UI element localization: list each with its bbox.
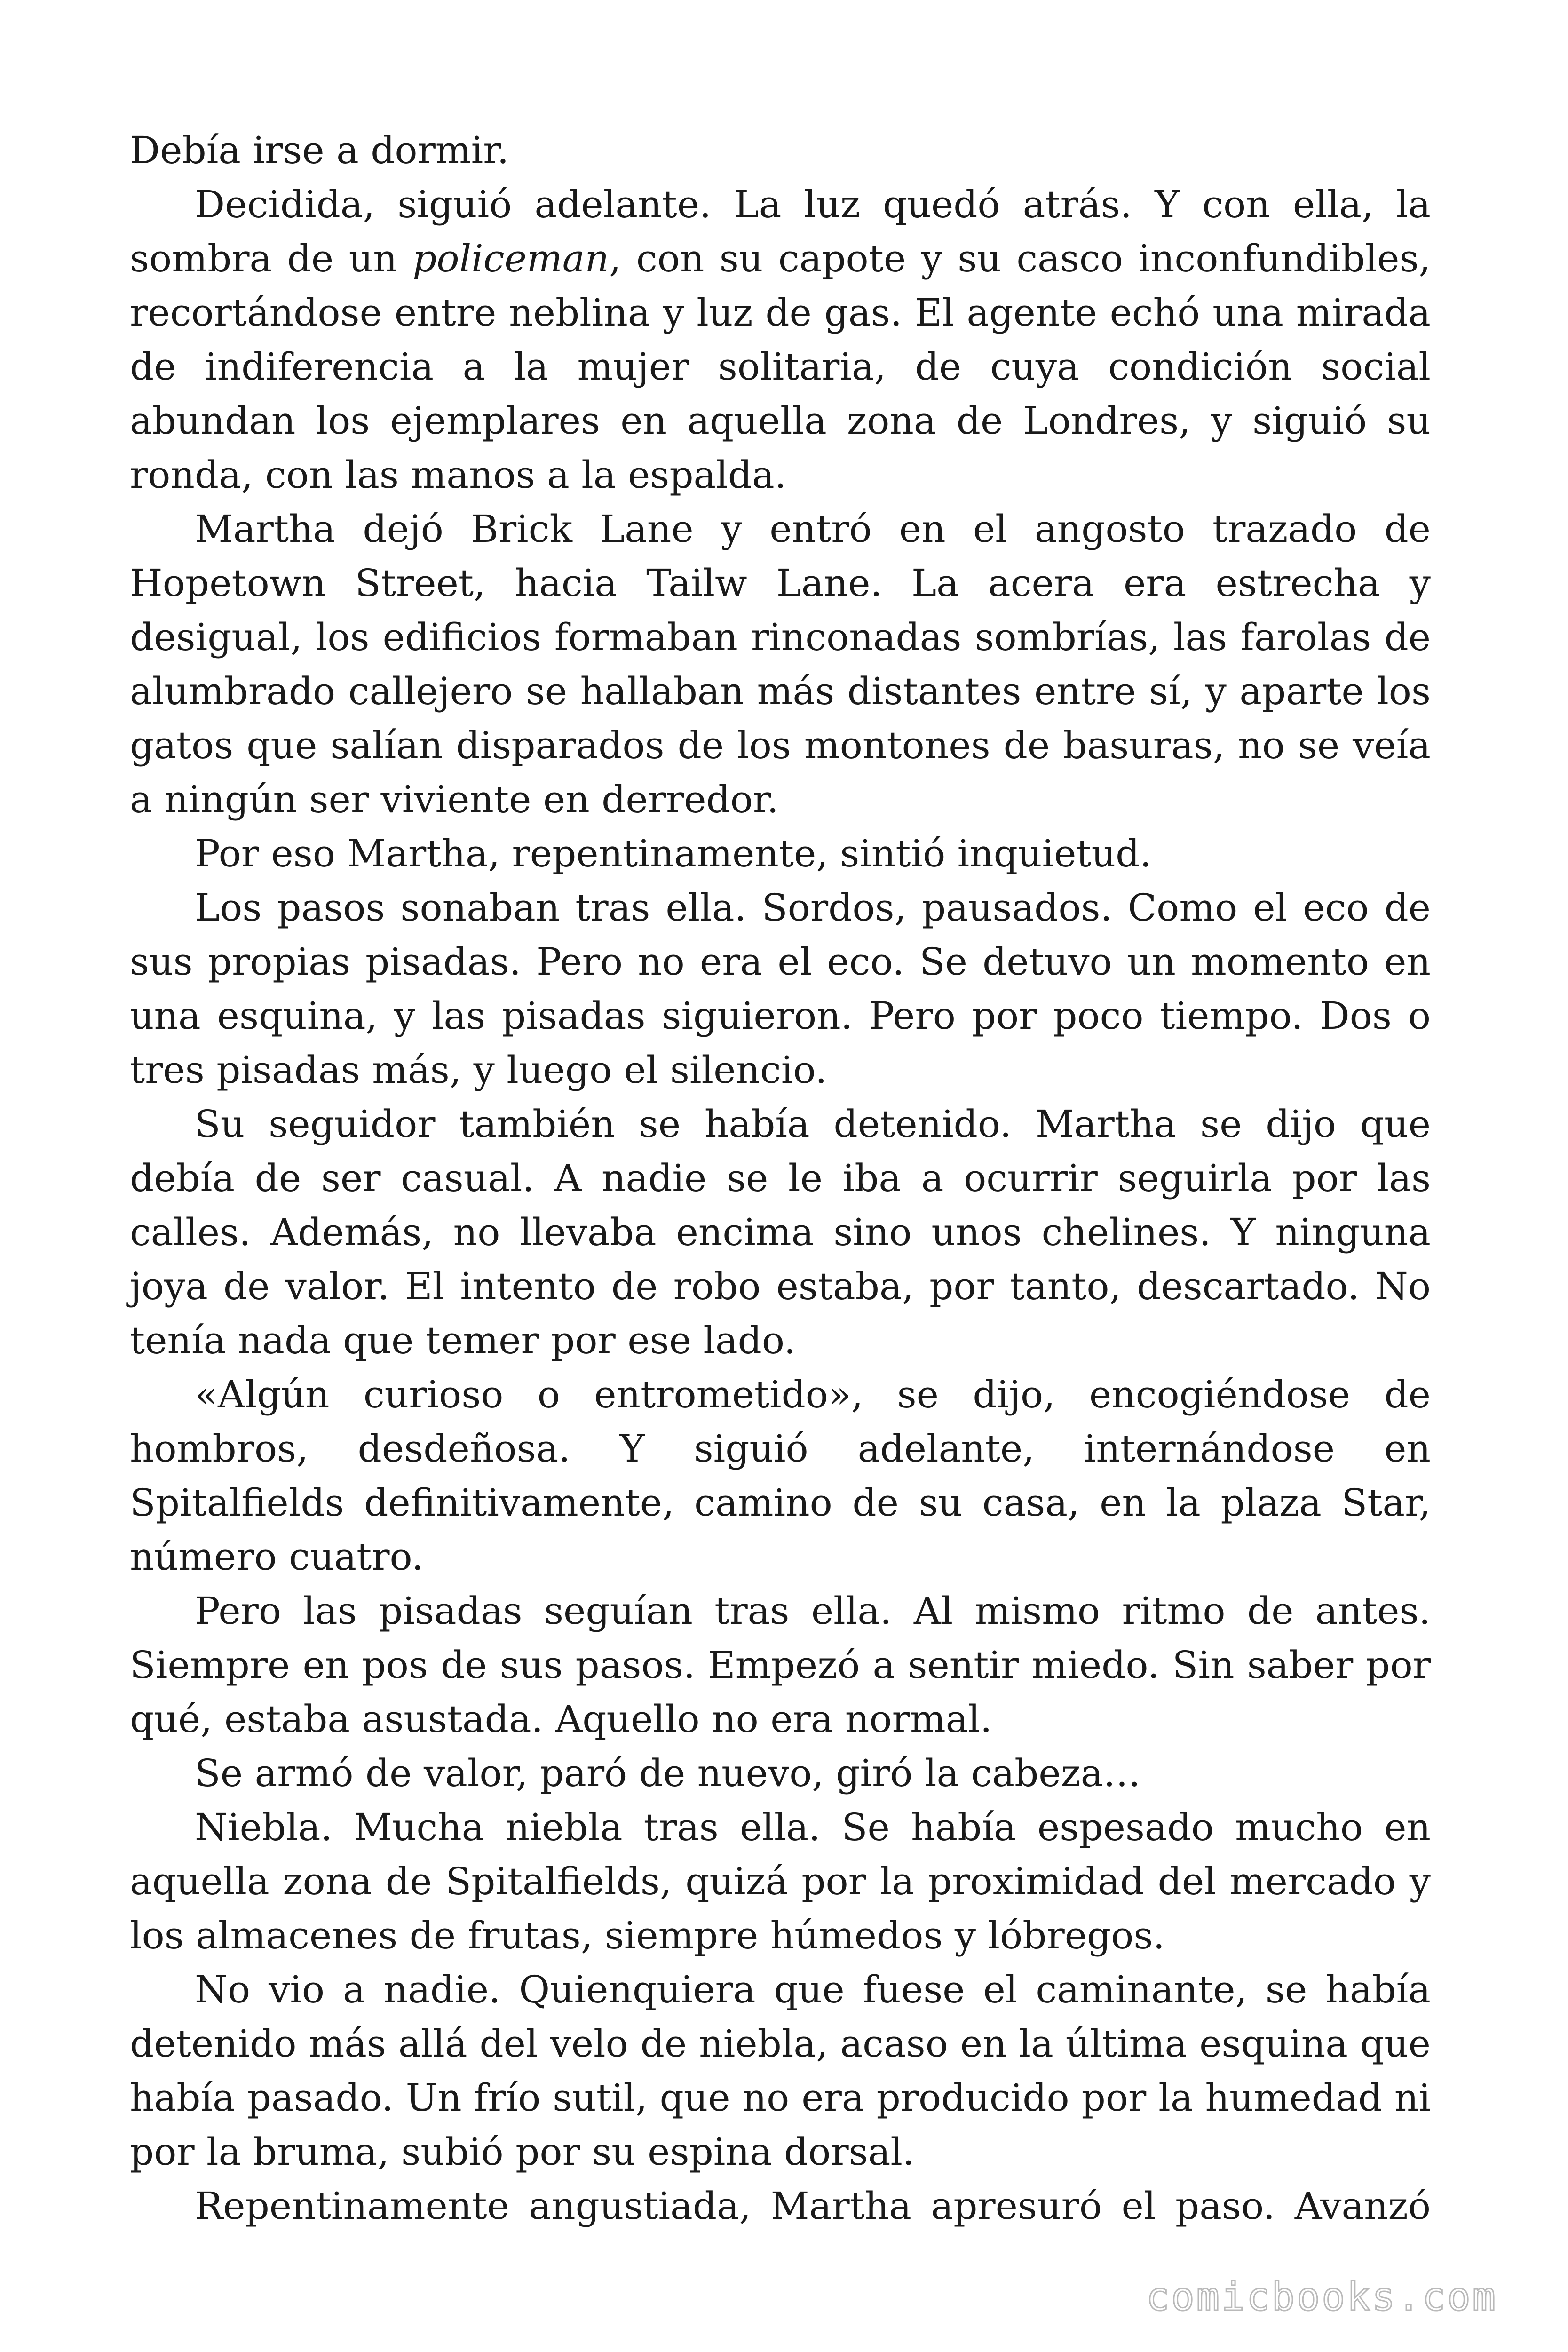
paragraph (130, 1097, 1431, 1367)
paragraph (130, 881, 1431, 1097)
italic-text: policeman (412, 237, 609, 280)
text-run: Se armó de valor, paró de nuevo, giró la cabeza… (195, 1751, 1141, 1795)
paragraph (130, 502, 1431, 826)
watermark-logo: comicbooks.com (1146, 2275, 1497, 2320)
text-run: Los pasos sonaban tras ella. Sordos, pausados. Como el eco de sus propias pisadas. Pero no era el eco. Se detuvo un momento en una esquina, y las pisadas siguieron. Pero por poco tiempo. Dos o tres pisadas más, y luego el silencio. (130, 886, 1431, 1092)
paragraph (130, 123, 1431, 177)
text-run: Repentinamente angustiada, Martha apresuró el paso. Avanzó (195, 2184, 1431, 2228)
text-run: «Algún curioso o entrometido», se dijo, encogiéndose de hombros, desdeñosa. Y siguió adelante, internándose en Spitalfields definitivamente, camino de su casa, en la plaza Star, número cuatro. (130, 1373, 1431, 1579)
paragraph (130, 1584, 1431, 1746)
paragraph (130, 1367, 1431, 1584)
paragraph (130, 1746, 1431, 1800)
paragraph (130, 1800, 1431, 1963)
paragraph (130, 2179, 1431, 2233)
text-run: , con su capote y su casco inconfundibles, recortándose entre neblina y luz de gas. El agente echó una mirada de indiferencia a la mujer solitaria, de cuya condición social abundan los ejemplares en aquella zona de Londres, y siguió su ronda, con las manos a la espalda. (130, 237, 1431, 497)
text-run: Pero las pisadas seguían tras ella. Al mismo ritmo de antes. Siempre en pos de sus pasos. Empezó a sentir miedo. Sin saber por qué, estaba asustada. Aquello no era normal. (130, 1589, 1431, 1741)
paragraph (130, 826, 1431, 881)
paragraph (130, 1963, 1431, 2179)
body-text (130, 123, 1431, 2233)
text-run: Niebla. Mucha niebla tras ella. Se había espesado mucho en aquella zona de Spitalfields, quizá por la proximidad del mercado y los almacenes de frutas, siempre húmedos y lóbregos. (130, 1805, 1431, 1957)
text-run: Su seguidor también se había detenido. Martha se dijo que debía de ser casual. A nadie se le iba a ocurrir seguirla por las calles. Además, no llevaba encima sino unos chelines. Y ninguna joya de valor. El intento de robo estaba, por tanto, descartado. No tenía nada que temer por ese lado. (130, 1102, 1431, 1362)
paragraph (130, 177, 1431, 502)
text-run: No vio a nadie. Quienquiera que fuese el caminante, se había detenido más allá del velo de niebla, acaso en la última esquina que había pasado. Un frío sutil, que no era producido por la humedad ni por la bruma, subió por su espina dorsal. (130, 1968, 1431, 2174)
text-run: Debía irse a dormir. (130, 128, 509, 172)
text-run: Decidida, siguió adelante. La luz quedó atrás. Y con ella, la sombra de un (130, 183, 1431, 280)
text-run: Martha dejó Brick Lane y entró en el angosto trazado de Hopetown Street, hacia Tailw Lane. La acera era estrecha y desigual, los edificios formaban rinconadas sombrías, las farolas de alumbrado callejero se hallaban más distantes entre sí, y aparte los gatos que salían disparados de los montones de basuras, no se veía a ningún ser viviente en derredor. (130, 507, 1431, 821)
text-run: Por eso Martha, repentinamente, sintió inquietud. (195, 832, 1152, 875)
